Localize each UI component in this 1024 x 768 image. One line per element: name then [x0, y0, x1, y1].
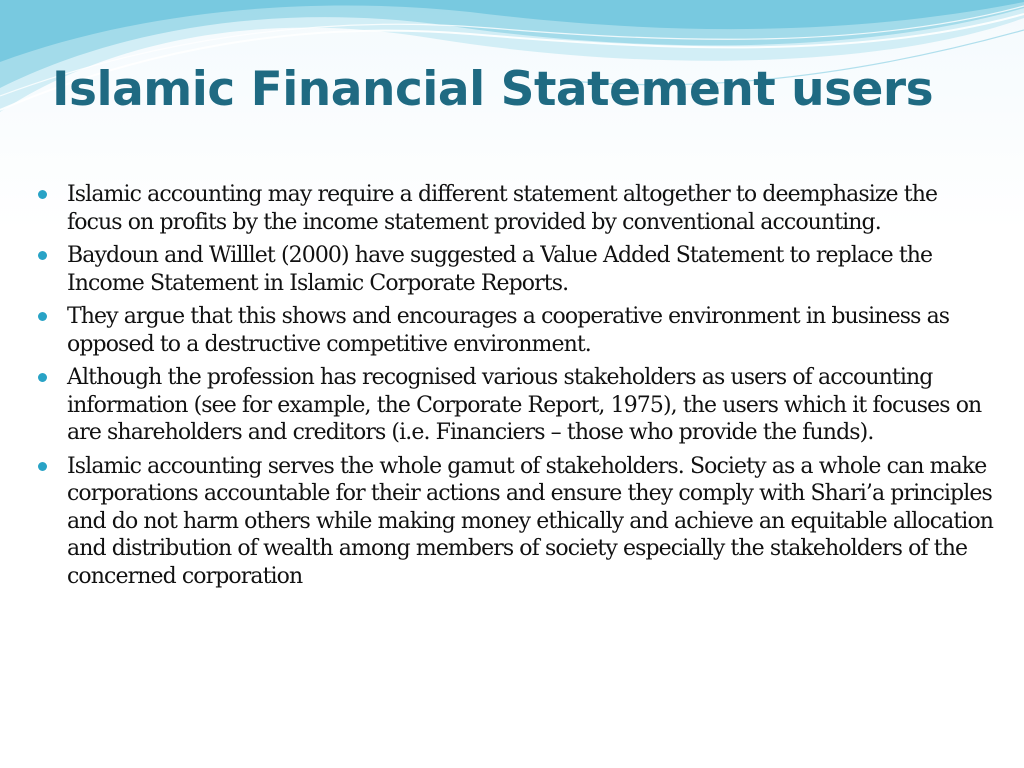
bullet-item	[36, 242, 996, 297]
bullet-item	[36, 364, 996, 447]
bullet-dot-icon	[38, 462, 47, 471]
bullet-text: Islamic accounting serves the whole gamut of stakeholders. Society as a whole can make corporations accountable for their actions and ensure they comply with Shari’a principles and do not harm others while making money ethically and achieve an equitable allocation and distribution of wealth among members of society especially the stakeholders of the concerned corporation	[67, 453, 994, 589]
bullet-text: Baydoun and Willlet (2000) have suggested a Value Added Statement to replace the Income Statement in Islamic Corporate Reports.	[67, 243, 933, 296]
bullet-list	[36, 181, 996, 596]
bullet-item	[36, 181, 996, 236]
slide-title: Islamic Financial Statement users	[52, 62, 934, 117]
bullet-dot-icon	[38, 312, 47, 321]
bullet-item	[36, 453, 996, 591]
bullet-dot-icon	[38, 373, 47, 382]
bullet-item	[36, 303, 996, 358]
bullet-dot-icon	[38, 190, 47, 199]
bullet-dot-icon	[38, 251, 47, 260]
bullet-text: Although the profession has recognised various stakeholders as users of accounting information (see for example, the Corporate Report, 1975), the users which it focuses on are shareholders and creditors (i.e. Financiers – those who provide the funds).	[67, 365, 982, 445]
bullet-text: Islamic accounting may require a different statement altogether to deemphasize the focus on profits by the income statement provided by conventional accounting.	[67, 182, 938, 235]
bullet-text: They argue that this shows and encourages a cooperative environment in business as opposed to a destructive competitive environment.	[67, 304, 950, 357]
